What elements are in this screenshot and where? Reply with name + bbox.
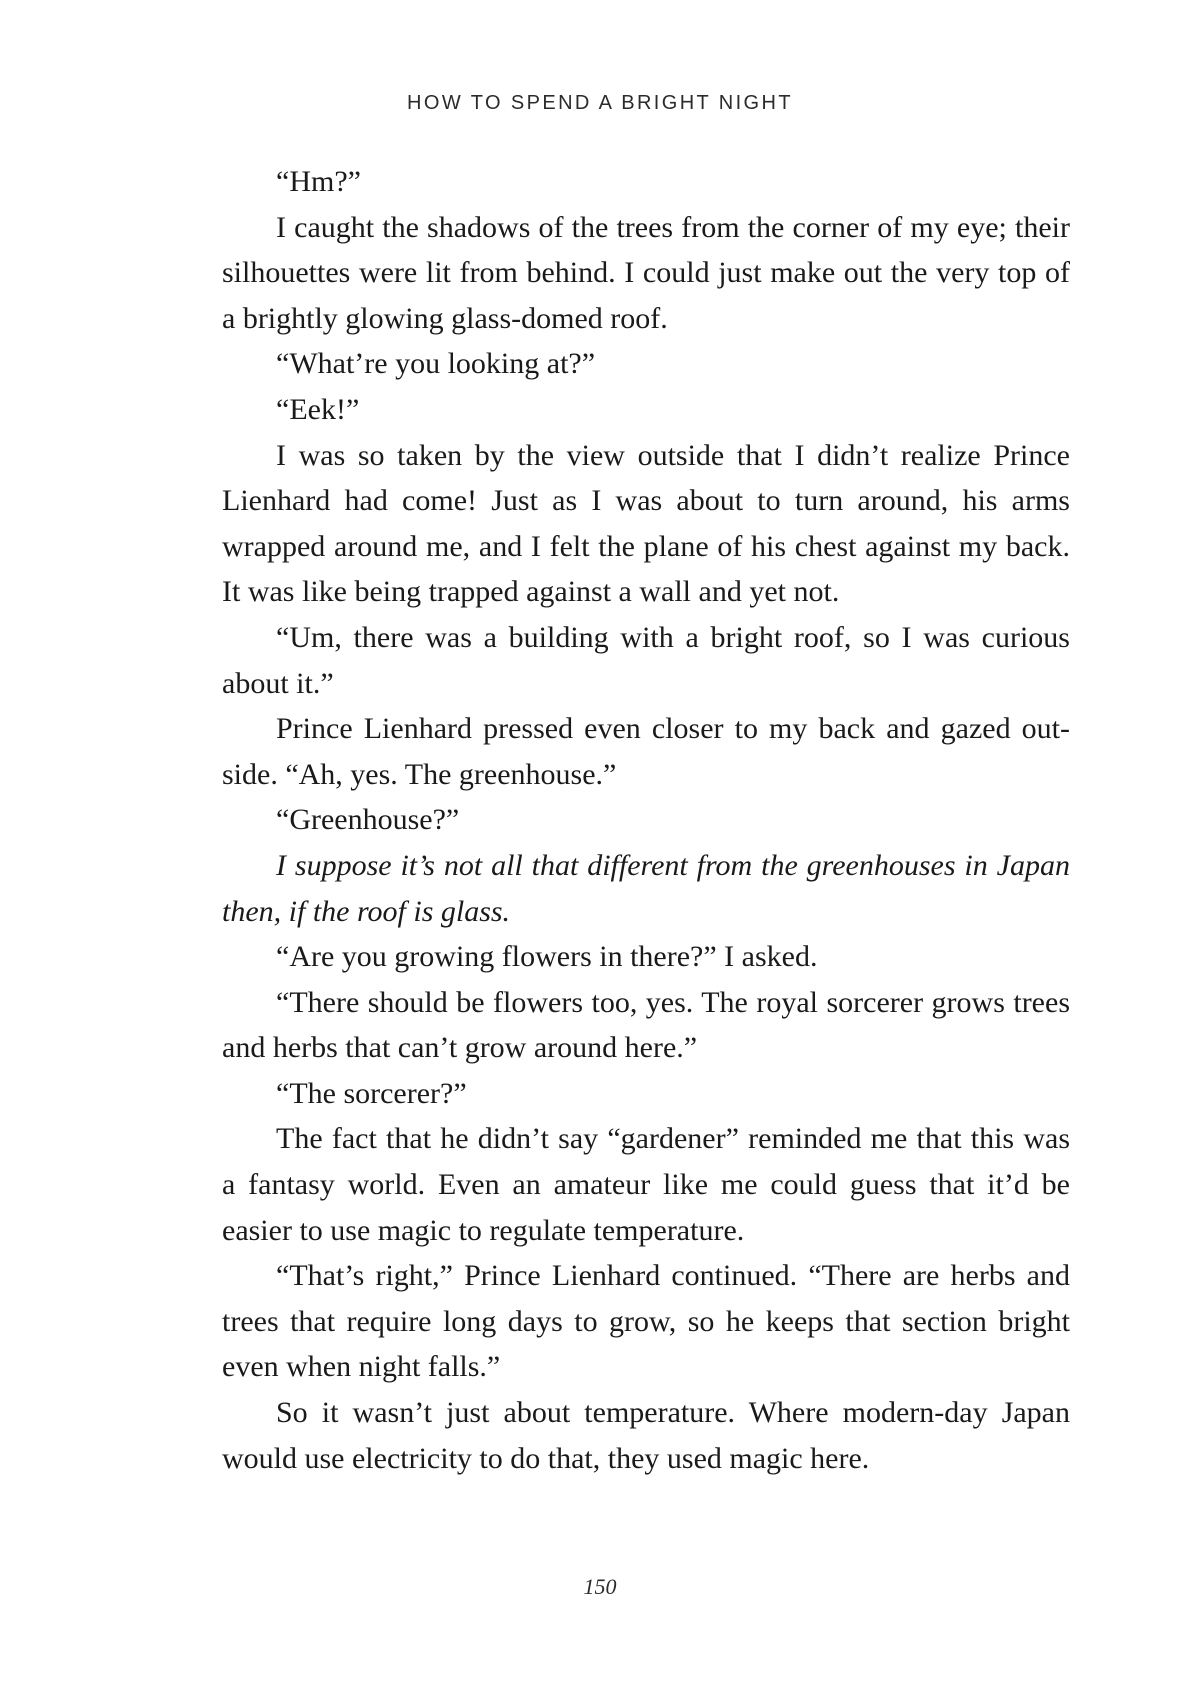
paragraph: “Are you growing flowers in there?” I asked.: [276, 940, 818, 974]
page-number: 150: [583, 1574, 617, 1599]
paragraph: “Um, there was a building with a bright roof, so I was curious about it.”: [222, 620, 1070, 700]
paragraph: “What’re you looking at?”: [276, 347, 596, 381]
paragraph: The fact that he didn’t say “gardener” reminded me that this was a fantasy world. Even an amateur like me could guess that it’d be easier to use magic to regulate temperature.: [222, 1122, 1070, 1247]
paragraph: “The sorcerer?”: [276, 1076, 467, 1110]
paragraph: So it wasn’t just about temperature. Where modern-day Japan would use electricity to do that, they used magic here.: [222, 1396, 1070, 1475]
paragraph: “There should be flowers too, yes. The royal sorcerer grows trees and herbs that can’t grow around here.”: [222, 985, 1070, 1065]
paragraph: I was so taken by the view outside that I didn’t realize Prince Lienhard had come! Just as I was about to turn around, his arms wrapped around me, and I felt the plane of his chest against my back. It was like being trapped against a wall and yet not.: [222, 438, 1070, 609]
paragraph: “Hm?”: [276, 165, 361, 198]
inner-thought-paragraph: I suppose it’s not all that different from the greenhouses in Japan then, if the roof is glass.: [222, 848, 1070, 928]
body-text: [222, 159, 1070, 1481]
paragraph: “Greenhouse?”: [276, 803, 460, 837]
paragraph: “Eek!”: [276, 392, 360, 426]
running-header: HOW TO SPEND A BRIGHT NIGHT: [407, 92, 793, 114]
paragraph: Prince Lienhard pressed even closer to my back and gazed out-side. “Ah, yes. The greenhouse.”: [222, 712, 1070, 791]
paragraph: I caught the shadows of the trees from the corner of my eye; their silhouettes were lit from behind. I could just make out the very top of a brightly glowing glass-domed roof.: [222, 210, 1070, 335]
paragraph: “That’s right,” Prince Lienhard continued. “There are herbs and trees that require long days to grow, so he keeps that section bright even when night falls.”: [222, 1259, 1070, 1384]
